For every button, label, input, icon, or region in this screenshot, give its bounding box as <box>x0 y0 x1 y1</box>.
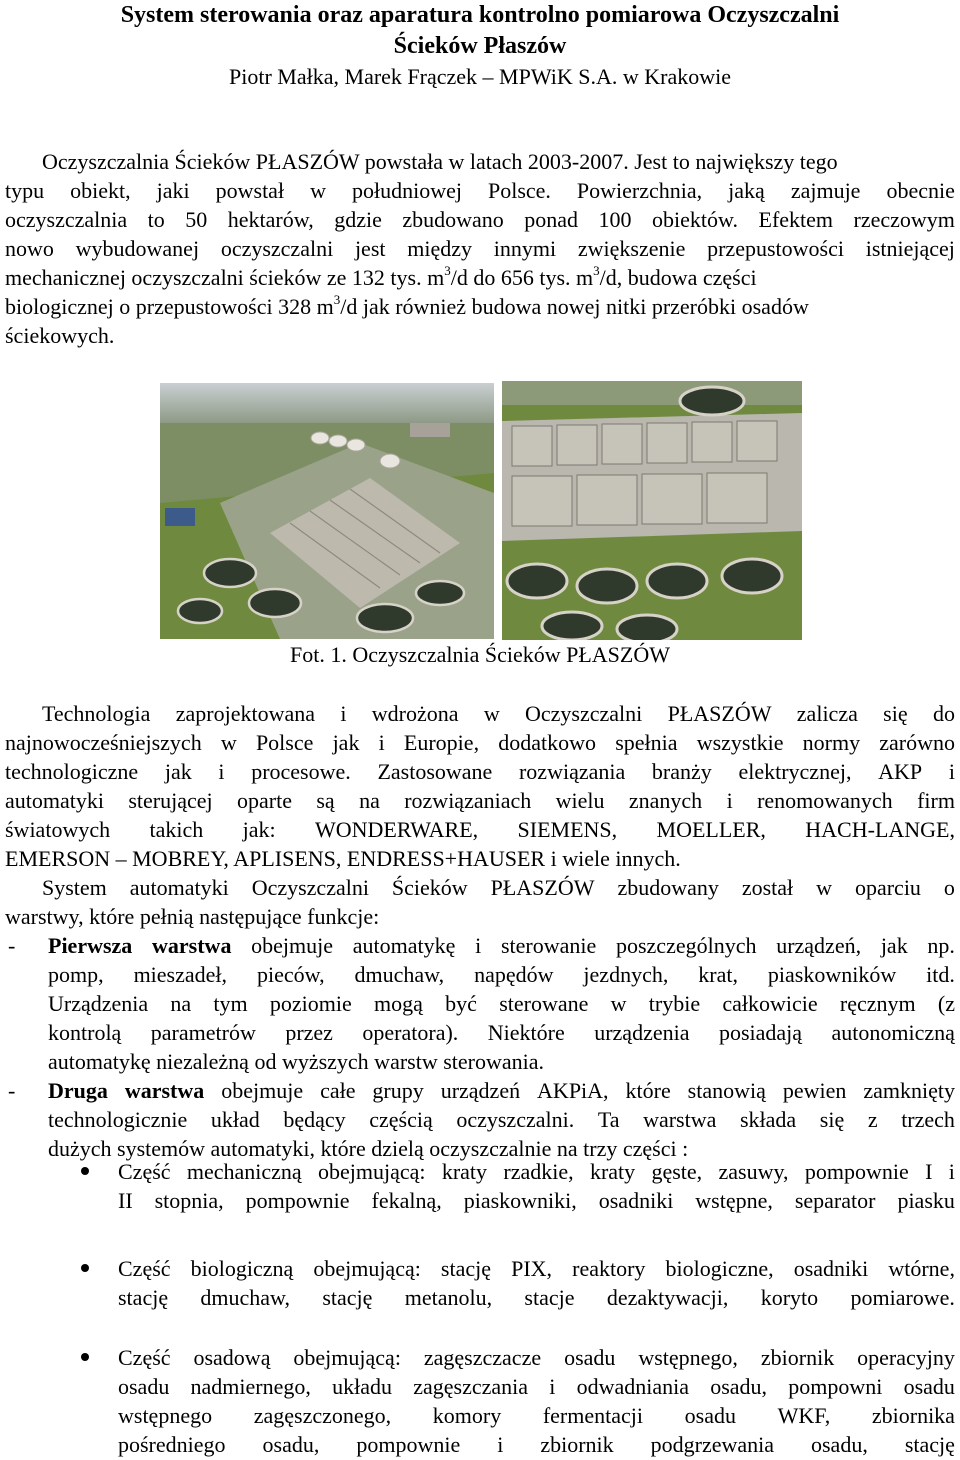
bullet-icon <box>81 1167 89 1175</box>
intro-line: ściekowych. <box>5 323 115 348</box>
intro-line: typu obiekt, jaki powstał w południowej Polsce. Powierzchnia, jaką zajmuje obecnie <box>5 178 955 203</box>
first-layer-item: Pierwsza warstwa obejmuje automatykę i sterowanie poszczególnych urządzeń, jak np. pomp, mieszadeł, pieców, dmuchaw, napędów jezdnych, krat, piaskowników itd. Urządzenia na tym poziomie mogą być sterowane w trybie całkowicie ręcznym (z kontrolą parametrów przez operatora). Niektóre urządzenia posiadają autonomiczną automatykę niezależną od wyższych warstw sterowania. <box>48 933 955 1074</box>
tech-line: najnowocześniejszych w Polsce jak i Europie, dodatkowo spełnia wszystkie normy zarówno <box>5 730 955 755</box>
intro-line: oczyszczalnia to 50 hektarów, gdzie zbudowano ponad 100 obiektów. Efektem rzeczowym <box>5 207 955 232</box>
list-dash: - <box>8 1078 16 1103</box>
intro-line: biologicznej o przepustowości 328 $m^3/d$ jak również budowa nowej nitki przeróbki osadów <box>5 291 809 319</box>
authors-line: Piotr Małka, Marek Frączek – MPWiK S.A. w Krakowie <box>229 64 731 89</box>
system-line: warstwy, które pełnią następujące funkcje: <box>5 904 380 929</box>
intro-line: Oczyszczalnia Ścieków PŁASZÓW powstała w latach 2003-2007. Jest to największy tego <box>42 149 838 174</box>
tech-line: Technologia zaprojektowana i wdrożona w Oczyszczalni PŁASZÓW zalicza się do <box>42 701 955 726</box>
system-paragraph <box>5 873 955 931</box>
mechanical-part-item: Część mechaniczną obejmującą: kraty rzadkie, kraty gęste, zasuwy, pompownie I i II stopnia, pompownie fekalną, piaskowniki, osadniki wstępne, separator piasku <box>118 1159 955 1213</box>
second-layer-item: Druga warstwa obejmuje całe grupy urządzeń AKPiA, które stanowią pewien zamknięty technologicznie układ będący częścią oczyszczalni. Ta warstwa składa się z trzech dużych systemów automatyki, które dzielą oczyszczalnie na trzy części : <box>48 1078 955 1161</box>
document-title-line-2: Ścieków Płaszów <box>393 33 567 59</box>
tech-line: technologiczne jak i procesowe. Zastosowane rozwiązania branży elektrycznej, AKP i <box>5 759 955 784</box>
tech-line: światowych takich jak: WONDERWARE, SIEMENS, MOELLER, HACH-LANGE, <box>5 817 955 842</box>
bullet-icon <box>81 1353 89 1361</box>
bullet-icon <box>81 1264 89 1272</box>
tech-line: EMERSON – MOBREY, APLISENS, ENDRESS+HAUSER i wiele innych. <box>5 846 681 871</box>
technology-paragraph <box>5 699 955 873</box>
intro-paragraph <box>5 147 955 350</box>
system-line: System automatyki Oczyszczalni Ścieków PŁASZÓW zbudowany został w oparciu o <box>42 875 955 900</box>
aerial-photo-left <box>160 383 494 639</box>
document-title-line-1: System sterowania oraz aparatura kontrolno pomiarowa Oczyszczalni <box>120 2 840 28</box>
sludge-part-item: Część osadową obejmującą: zagęszczacze osadu wstępnego, zbiornik operacyjny osadu nadmiernego, układu zagęszczania i odwadniania osadu, pompowni osadu wstępnego zagęszczonego, komory fermentacji osadu WKF, zbiornika pośredniego osadu, pompownie i zbiornik podgrzewania osadu, stację <box>118 1345 955 1457</box>
tech-line: automatyki sterującej oparte są na rozwiązaniach wielu znanych i renomowanych firm <box>5 788 955 813</box>
figure-caption: Fot. 1. Oczyszczalnia Ścieków PŁASZÓW <box>289 642 671 667</box>
list-dash: - <box>8 933 16 958</box>
aerial-photo-right <box>502 381 802 640</box>
intro-line: nowo wybudowanej oczyszczalni jest między innymi zwiększenie przepustowości istniejącej <box>5 236 955 261</box>
biological-part-item: Część biologiczną obejmującą: stację PIX, reaktory biologiczne, osadniki wtórne, stację dmuchaw, stację metanolu, stacje dezaktywacji, koryto pomiarowe. <box>118 1256 955 1310</box>
intro-line: mechanicznej oczyszczalni ścieków ze 132 tys. $m^3/d$ do 656 tys. $m^3/d$, budowa części <box>5 262 757 290</box>
